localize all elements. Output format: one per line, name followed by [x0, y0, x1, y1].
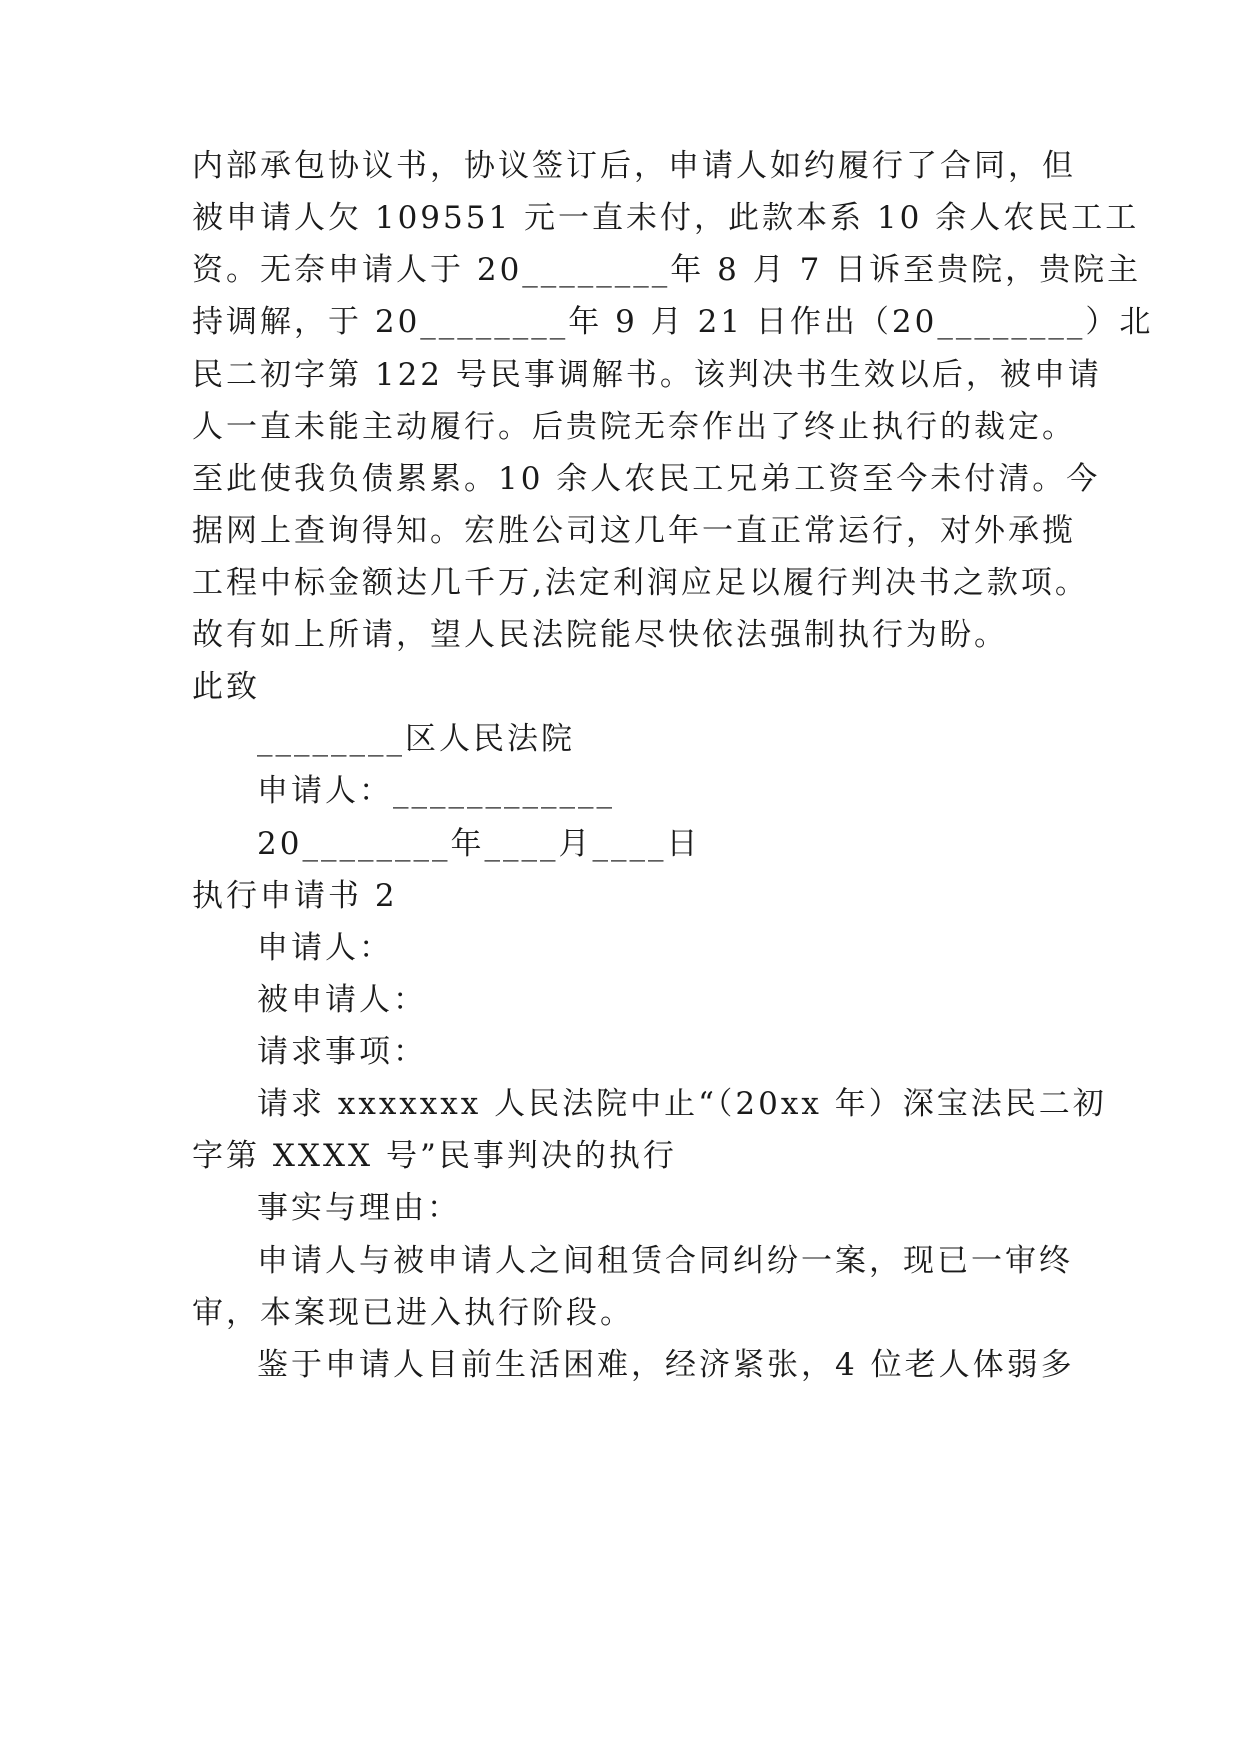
body-text-line: 被申请人欠 109551 元一直未付，此款本系 10 余人农民工工 [192, 200, 1140, 236]
body-text-line: 请求 xxxxxxx 人民法院中止“（20xx 年）深宝法民二初 [257, 1086, 1107, 1122]
applicant-signature-line: 申请人：____________ [257, 773, 615, 809]
date-line: 20________年____月____日 [257, 826, 701, 862]
applicant-label: 申请人： [257, 930, 393, 966]
body-text-line: 故有如上所请，望人民法院能尽快依法强制执行为盼。 [192, 617, 1008, 653]
body-text-line: 工程中标金额达几千万,法定利润应足以履行判决书之款项。 [192, 565, 1089, 601]
body-text-line: 至此使我负债累累。10 余人农民工兄弟工资至今未付清。今 [192, 461, 1101, 497]
respondent-label: 被申请人： [257, 982, 427, 1018]
closing-salutation: 此致 [192, 669, 260, 705]
facts-reasons-label: 事实与理由： [257, 1190, 461, 1226]
request-items-label: 请求事项： [257, 1034, 427, 1070]
body-text-line: 申请人与被申请人之间租赁合同纠纷一案，现已一审终 [257, 1243, 1073, 1279]
body-text-line: 鉴于申请人目前生活困难，经济紧张，4 位老人体弱多 [257, 1347, 1075, 1383]
body-text-line: 民二初字第 122 号民事调解书。该判决书生效以后，被申请 [192, 357, 1102, 393]
section-heading: 执行申请书 2 [192, 878, 398, 914]
body-text-line: 据网上查询得知。宏胜公司这几年一直正常运行，对外承揽 [192, 513, 1076, 549]
body-text-line: 资。无奈申请人于 20________年 8 月 7 日诉至贵院，贵院主 [192, 252, 1142, 288]
body-text-line: 人一直未能主动履行。后贵院无奈作出了终止执行的裁定。 [192, 409, 1076, 445]
body-text-line: 持调解，于 20________年 9 月 21 日作出（20________）北 [192, 304, 1154, 340]
body-text-line: 内部承包协议书，协议签订后，申请人如约履行了合同，但 [192, 148, 1076, 184]
body-text-line: 字第 XXXX 号”民事判决的执行 [192, 1138, 677, 1174]
court-addressee: ________区人民法院 [257, 721, 575, 757]
body-text-line: 审，本案现已进入执行阶段。 [192, 1295, 634, 1331]
